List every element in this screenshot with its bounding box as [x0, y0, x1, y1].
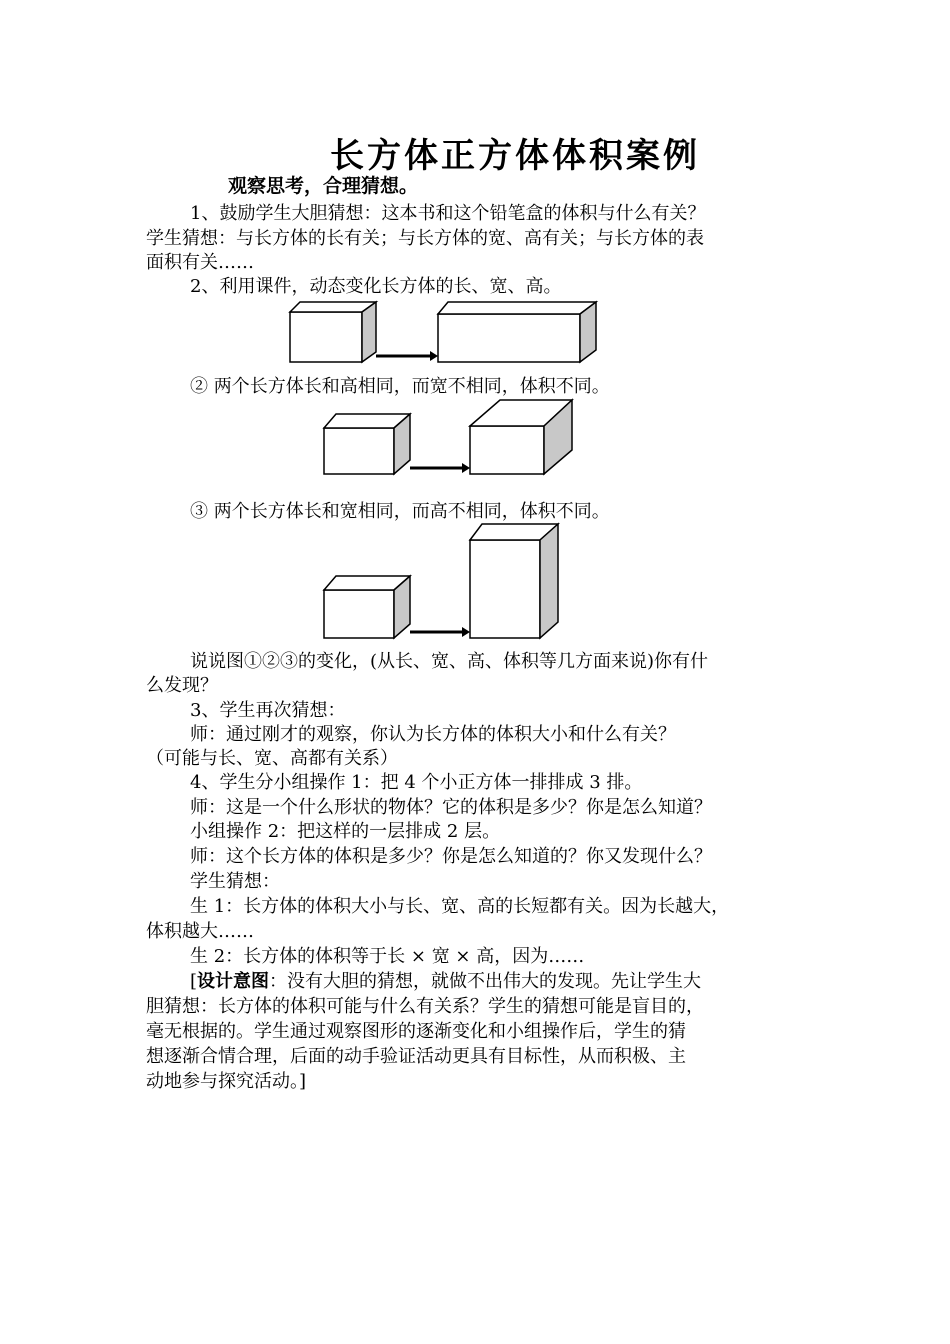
figure-caption: ② 两个长方体长和高相同，而宽不相同，体积不同。 — [190, 376, 610, 397]
paragraph-line: 2、利用课件，动态变化长方体的长、宽、高。 — [190, 276, 562, 297]
paragraph-line: 学生猜想：与长方体的长有关；与长方体的宽、高有关；与长方体的表 — [146, 228, 704, 249]
bracket-open: [ — [190, 971, 198, 992]
paragraph-line: 说说图①②③的变化，(从长、宽、高、体积等几方面来说)你有什 — [190, 651, 709, 672]
paragraph-line: 动地参与探究活动。] — [146, 1071, 307, 1092]
paragraph-line: 体积越大…… — [146, 921, 254, 942]
figure-caption: ③ 两个长方体长和宽相同，而高不相同，体积不同。 — [190, 501, 610, 522]
paragraph-line: 师：通过刚才的观察，你认为长方体的体积大小和什么有关？ — [190, 724, 676, 745]
page-title: 长方体正方体体积案例 — [330, 136, 700, 176]
design-intent-line — [190, 970, 701, 994]
paragraph-line: 生 2：长方体的体积等于长 × 宽 × 高，因为…… — [190, 946, 585, 967]
paragraph-line: 生 1：长方体的体积大小与长、宽、高的长短都有关。因为长越大， — [190, 896, 730, 917]
paragraph-line: 面积有关…… — [146, 252, 254, 273]
paragraph-line: 么发现？ — [146, 675, 218, 696]
paragraph-line: 1、鼓励学生大胆猜想：这本书和这个铅笔盒的体积与什么有关？ — [190, 203, 706, 224]
design-intent-label: 设计意图 — [197, 971, 270, 992]
cuboid-small — [324, 576, 410, 638]
cuboid-small — [290, 302, 376, 362]
cuboid-long — [438, 302, 596, 362]
paragraph-line: （可能与长、宽、高都有关系） — [146, 748, 398, 769]
paragraph-line: 毫无根据的。学生通过观察图形的逐渐变化和小组操作后，学生的猜 — [146, 1021, 686, 1042]
paragraph-line: 胆猜想：长方体的体积可能与什么有关系？学生的猜想可能是盲目的， — [146, 996, 704, 1017]
cuboid-figure-height — [318, 520, 588, 642]
section-heading: 观察思考，合理猜想。 — [228, 175, 419, 197]
arrow-icon — [410, 463, 470, 473]
cuboid-wide — [470, 400, 572, 474]
cuboid-tall — [470, 524, 558, 638]
cuboid-figure-length — [280, 290, 610, 370]
arrow-icon — [410, 627, 470, 637]
cuboid-figure-width — [318, 398, 588, 480]
paragraph-line: 师：这是一个什么形状的物体？它的体积是多少？你是怎么知道？ — [190, 797, 712, 818]
paragraph-line: 师：这个长方体的体积是多少？你是怎么知道的？你又发现什么？ — [190, 846, 712, 867]
design-intent-text: ：没有大胆的猜想，就做不出伟大的发现。先让学生大 — [269, 971, 702, 992]
paragraph-line: 3、学生再次猜想： — [190, 700, 346, 721]
paragraph-line: 学生猜想： — [190, 871, 280, 892]
arrow-icon — [376, 351, 438, 361]
cuboid-small — [324, 414, 410, 474]
paragraph-line: 想逐渐合情合理，后面的动手验证活动更具有目标性，从而积极、主 — [146, 1046, 686, 1067]
paragraph-line: 小组操作 2：把这样的一层排成 2 层。 — [190, 821, 501, 842]
paragraph-line: 4、学生分小组操作 1：把 4 个小正方体一排排成 3 排。 — [190, 772, 643, 793]
